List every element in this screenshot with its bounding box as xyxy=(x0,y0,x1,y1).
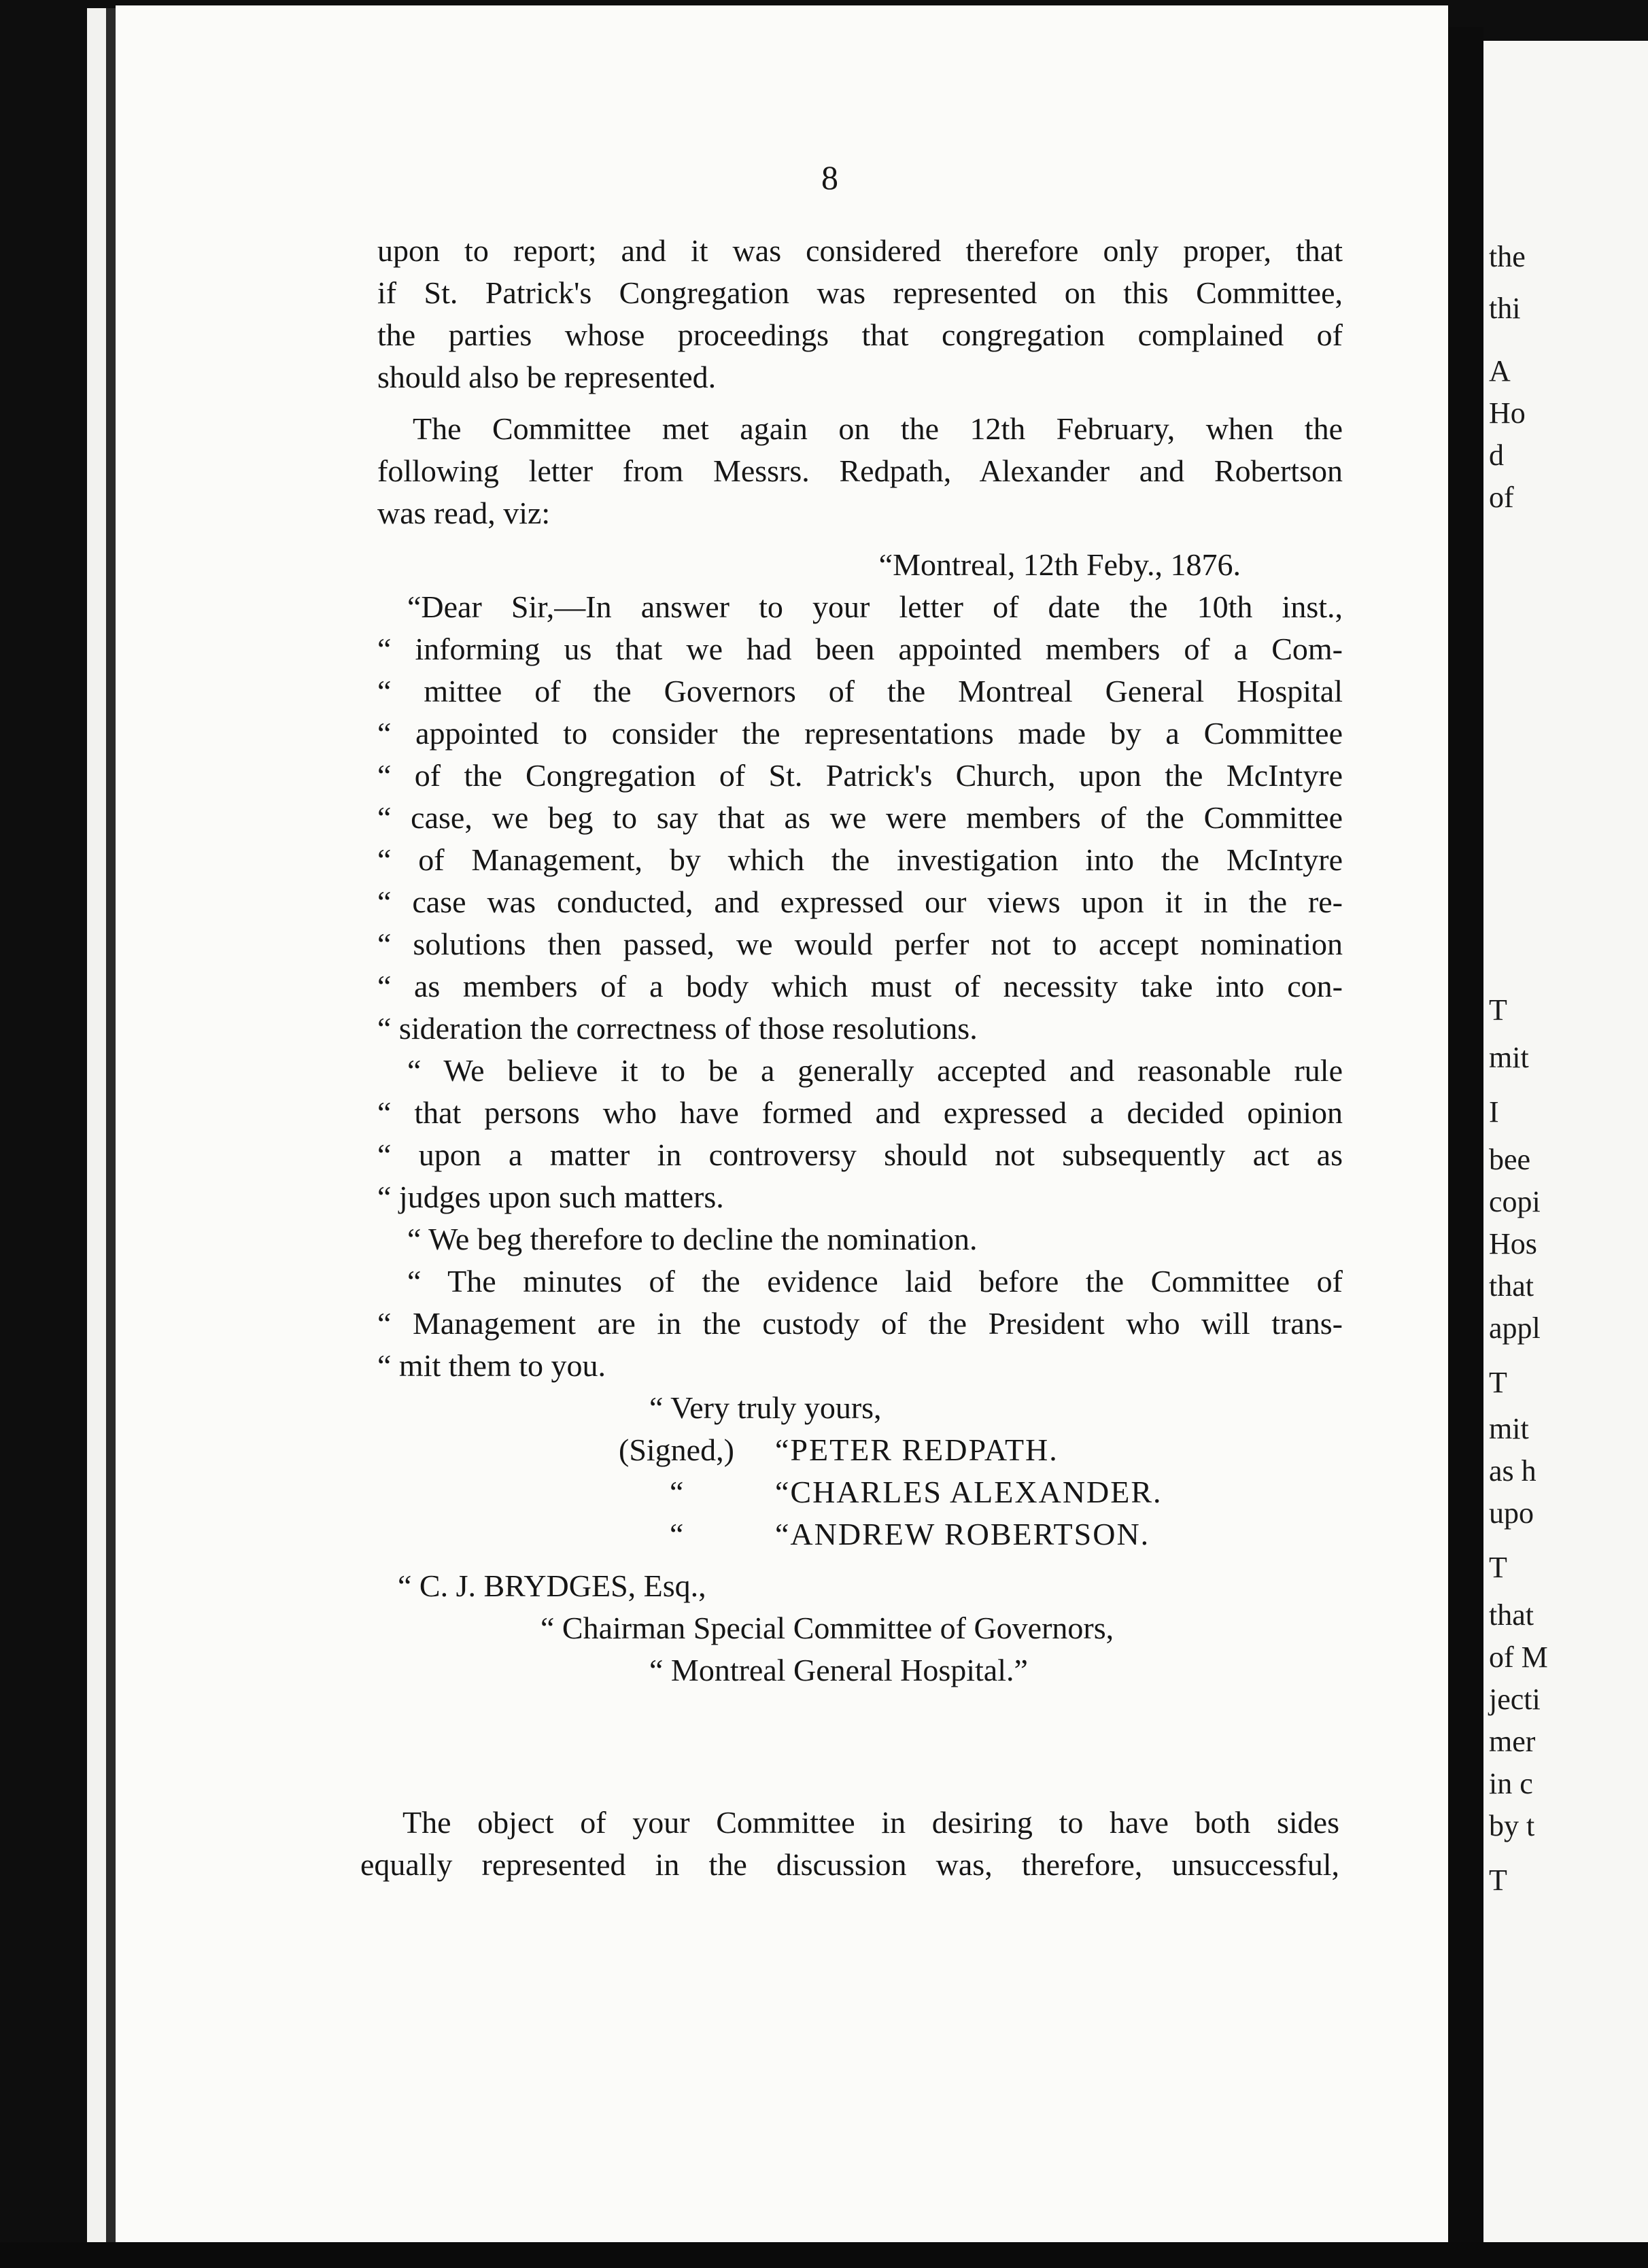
text-line: “ mittee of the Governors of the Montreal General Hospital xyxy=(377,674,1343,708)
right-page-fragment: Ho xyxy=(1489,396,1526,430)
text-line: following letter from Messrs. Redpath, Alexander and Robertson xyxy=(377,453,1343,488)
closing-salutation: “ Very truly yours, xyxy=(649,1390,882,1425)
addressee-line: “ Chairman Special Committee of Governors, xyxy=(540,1611,1114,1645)
letter-body-4 xyxy=(377,1260,1343,1387)
text-line: “ solutions then passed, we would perfer not to accept nomination xyxy=(377,927,1343,961)
signature-label: “ xyxy=(670,1475,684,1509)
right-page-fragment: of M xyxy=(1489,1640,1548,1674)
text-line: The Committee met again on the 12th February, when the xyxy=(413,411,1343,446)
signature-name: “ANDREW ROBERTSON. xyxy=(775,1517,1150,1551)
right-page-fragment: T xyxy=(1489,1366,1507,1399)
right-page-fragment: in c xyxy=(1489,1767,1533,1800)
signature-name: “CHARLES ALEXANDER. xyxy=(775,1475,1163,1509)
right-page-fragment: mit xyxy=(1489,1412,1529,1445)
right-page-fragment: that xyxy=(1489,1269,1534,1303)
text-line: “ appointed to consider the representations made by a Committee xyxy=(377,716,1343,751)
text-line: “ of the Congregation of St. Patrick's Church, upon the McIntyre xyxy=(377,758,1343,793)
right-page-fragment: by t xyxy=(1489,1809,1535,1842)
text-line: “ sideration the correctness of those resolutions. xyxy=(377,1011,978,1046)
paragraph-final xyxy=(360,1802,1339,1886)
bottom-border xyxy=(0,2242,1648,2268)
right-page-fragment: of xyxy=(1489,481,1514,514)
main-text xyxy=(377,230,1343,1691)
right-page-fragment: that xyxy=(1489,1598,1534,1632)
signature-label: “ xyxy=(670,1517,684,1551)
left-page-shadow xyxy=(106,8,116,2258)
text-line: “Dear Sir,—In answer to your letter of date the 10th inst., xyxy=(407,589,1343,624)
right-page-fragment: T xyxy=(1489,993,1507,1027)
text-line: “ We beg therefore to decline the nomination. xyxy=(407,1222,978,1256)
letter-body-1 xyxy=(377,586,1343,1050)
text-line: upon to report; and it was considered therefore only proper, that xyxy=(377,233,1343,268)
right-page-fragment: I xyxy=(1489,1095,1499,1129)
right-page-fragment: T xyxy=(1489,1551,1507,1584)
right-page-fragment: mer xyxy=(1489,1725,1536,1758)
letter-body-3 xyxy=(377,1218,1343,1260)
book-gutter xyxy=(1448,27,1483,2250)
text-line: “ case was conducted, and expressed our views upon it in the re- xyxy=(377,884,1343,919)
text-line: equally represented in the discussion was, therefore, unsuccessful, xyxy=(360,1847,1339,1882)
right-page-fragment: jecti xyxy=(1489,1683,1541,1716)
right-page-fragment: mit xyxy=(1489,1041,1529,1074)
text-line: was read, viz: xyxy=(377,496,551,530)
text-line: if St. Patrick's Congregation was represented on this Committee, xyxy=(377,275,1343,310)
text-line: The object of your Committee in desiring to have both sides xyxy=(402,1805,1339,1840)
text-line: “ judges upon such matters. xyxy=(377,1180,724,1214)
right-page-fragment: Hos xyxy=(1489,1227,1537,1260)
right-page-fragment: copi xyxy=(1489,1185,1541,1218)
text-line: “ upon a matter in controversy should not subsequently act as xyxy=(377,1137,1343,1172)
page-number: 8 xyxy=(821,158,838,196)
text-line: should also be represented. xyxy=(377,360,717,394)
text-line: “ case, we beg to say that as we were members of the Committee xyxy=(377,800,1343,835)
letter-closing xyxy=(377,1387,1343,1429)
letter-dateline: “Montreal, 12th Feby., 1876. xyxy=(878,547,1241,582)
text-line: “ as members of a body which must of necessity take into con- xyxy=(377,969,1343,1003)
right-page-fragment: d xyxy=(1489,439,1504,472)
paragraph-1 xyxy=(377,230,1343,398)
text-line: the parties whose proceedings that congregation complained of xyxy=(377,317,1343,352)
text-line: “ that persons who have formed and expressed a decided opinion xyxy=(377,1095,1343,1130)
text-line: “ informing us that we had been appointed members of a Com- xyxy=(377,632,1343,666)
text-line: “ We believe it to be a generally accepted and reasonable rule xyxy=(407,1053,1343,1088)
addressee-line: “ Montreal General Hospital.” xyxy=(649,1653,1028,1687)
right-page-fragment: T xyxy=(1489,1863,1507,1897)
signature-name: “PETER REDPATH. xyxy=(775,1432,1059,1467)
signature-label: (Signed,) xyxy=(619,1432,734,1467)
addressee-block xyxy=(377,1565,1343,1691)
paragraph-2 xyxy=(377,408,1343,534)
left-page-edge xyxy=(87,8,106,2258)
right-page-fragment: A xyxy=(1489,354,1511,388)
right-page-fragment: as h xyxy=(1489,1454,1537,1488)
signature-block xyxy=(377,1429,1343,1556)
right-page-fragment: bee xyxy=(1489,1143,1531,1176)
text-line: “ The minutes of the evidence laid before the Committee of xyxy=(407,1264,1343,1299)
right-page-fragment: thi xyxy=(1489,292,1521,325)
addressee-line: “ C. J. BRYDGES, Esq., xyxy=(398,1568,706,1603)
right-page-fragment: upo xyxy=(1489,1496,1534,1530)
text-line: “ of Management, by which the investigation into the McIntyre xyxy=(377,842,1343,877)
text-line: “ Management are in the custody of the President who will trans- xyxy=(377,1306,1343,1341)
letter-body-2 xyxy=(377,1050,1343,1218)
right-page-fragment: the xyxy=(1489,240,1526,273)
right-page-fragment: appl xyxy=(1489,1311,1541,1345)
text-line: “ mit them to you. xyxy=(377,1348,606,1383)
